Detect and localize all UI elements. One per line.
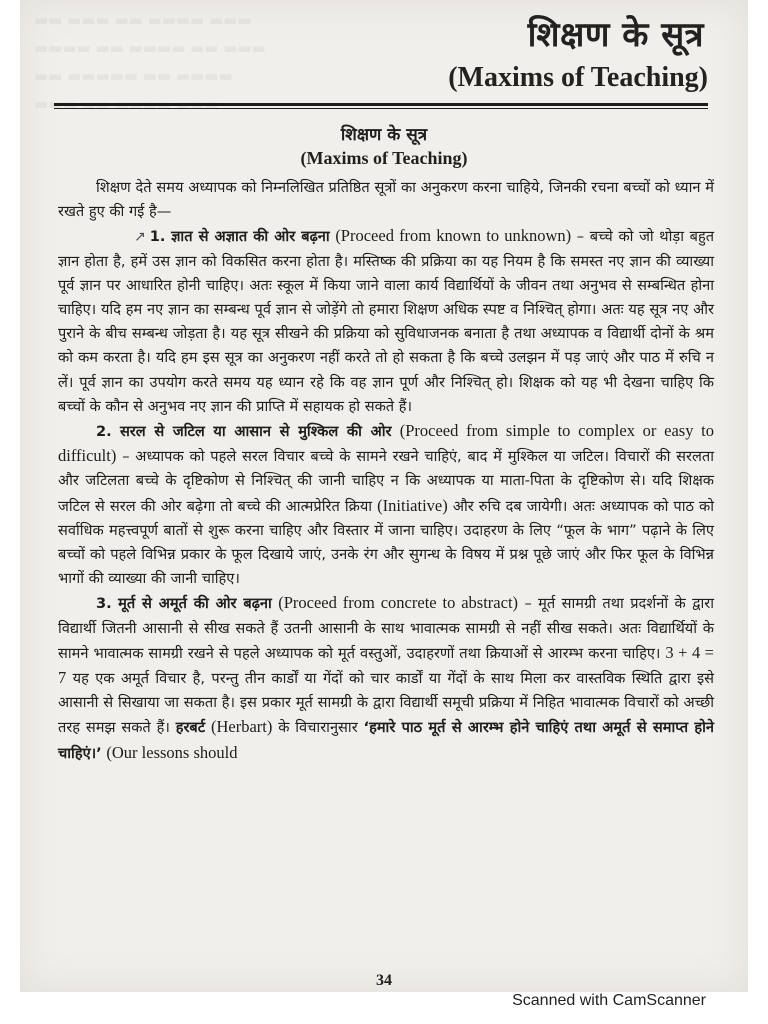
- maxim-1-number: 1.: [149, 228, 166, 246]
- maxim-2-number: 2.: [96, 423, 112, 441]
- maxim-1-paragraph: [58, 224, 714, 419]
- bleed-through-text: ▬▬ ▬▬▬ ▬▬ ▬▬▬▬ ▬▬▬ ▬▬▬▬ ▬▬ ▬▬▬▬ ▬▬ ▬▬▬ ▬▬ ▬▬▬▬▬ ▬▬ ▬▬▬▬ ▬▬▬ ▬▬ ▬▬▬▬ ▬▬▬: [34, 11, 266, 113]
- maxim-2-heading-english: (Proceed from simple to complex or easy to difficult): [58, 421, 714, 466]
- herbart-quote-hindi: ‘हमारे पाठ मूर्त से आरम्भ होने चाहिएं तथा अमूर्त से समाप्त होने चाहिएं।’: [58, 719, 714, 762]
- maxim-2-heading-hindi: सरल से जटिल या आसान से मुश्किल की ओर: [119, 423, 392, 441]
- maxim-2-term-english: (Initiative): [377, 495, 448, 515]
- maxim-3-equation: 3 + 4 = 7: [58, 642, 714, 688]
- section-title-english: (Maxims of Teaching): [300, 148, 468, 168]
- scanned-page: [20, 0, 748, 992]
- maxim-2-text-b: और रुचि दब जायेगी। अतः अध्यापक को पाठ को सर्वाधिक महत्त्वपूर्ण बातों से शुरू करना चाहिए और विस्तार में जाना चाहिए। उदाहरण के लिए “फूल के भाग” पढ़ाने के लिए बच्चों को पहले विभिन्न प्रकार के फूल दिखाये जाएं, उनके रंग और सुगन्ध के विषय में प्रश्न पूछे जाएं और फिर फूल के विभिन्न भागों की व्याख्या की जानी चाहिए।: [58, 497, 715, 588]
- maxim-2-paragraph: [58, 419, 714, 591]
- chapter-title-hindi: शिक्षण के सूत्र: [527, 15, 704, 55]
- maxim-1-text: – बच्चे को जो थोड़ा बहुत ज्ञान होता है, हमें उस ज्ञान को विकसित करना होता है। मस्तिष्क की प्रक्रिया का यह नियम है कि समस्त नए ज्ञान की व्याख्या पूर्व ज्ञान पर आधारित होनी चाहिए। अतः स्कूल में किया जाने वाला कार्य विद्यार्थियों के जीवन तथा अनुभव से सम्बन्धित होना चाहिए। यदि हम नए ज्ञान का सम्बन्ध पूर्व ज्ञान से जोड़ेंगे तो हमारा शिक्षण अधिक स्पष्ट व निश्चित् होगा। अतः यह सूत्र नए और पुराने के बीच सम्बन्ध जोड़ता है। यह सूत्र सीखने की प्रक्रिया को सुविधाजनक बनाता है तथा अध्यापक व विद्यार्थी दोनों के श्रम को कम करता है। यदि हम इस सूत्र का अनुकरण नहीं करते तो हो सकता है कि बच्चे उलझन में पड़ जाएं और पाठ में रुचि न लें। पूर्व ज्ञान का उपयोग करते समय यह ध्यान रहे कि वह ज्ञान पूर्ण और निश्चित् हो। शिक्षक को यह भी देखना चाहिए कि बच्चों के कौन से अनुभव नए ज्ञान की प्राप्ति में सहायक हो सकते हैं।: [58, 228, 715, 415]
- maxim-3-paragraph: [58, 591, 714, 765]
- maxim-1-heading-hindi: ज्ञात से अज्ञात की ओर बढ़ना: [171, 228, 330, 246]
- page-number: 34: [376, 972, 392, 989]
- maxim-3-heading-hindi: मूर्त से अमूर्त की ओर बढ़ना: [118, 595, 272, 613]
- maxim-3-text-a: – मूर्त सामग्री तथा प्रदर्शनों के द्वारा विद्यार्थी जितनी आसानी से सीख सकते हैं उतनी आसानी के साथ भावात्मक सामग्री से नहीं सीख सकते। अतः विद्यार्थियों के सामने भावात्मक सामग्री रखने से पहले अध्यापक को मूर्त वस्तुओं, उदाहरणों तथा क्रियाओं से आरम्भ करना चाहिए।: [58, 595, 715, 662]
- maxim-3-heading-english: (Proceed from concrete to abstract): [278, 593, 519, 613]
- pencil-mark-icon: ↗: [134, 229, 146, 246]
- camscanner-watermark: Scanned with CamScanner: [512, 992, 706, 1009]
- herbart-name-english: (Herbart): [210, 717, 273, 737]
- maxim-3-text-b: यह एक अमूर्त विचार है, परन्तु तीन कार्डों या गेंदों को चार कार्डों या गेंदों के साथ मिला कर वास्तविक स्थिति द्वारा इसे आसानी से सिखाया जा सकता है। इस प्रकार मूर्त सामग्री के द्वारा विद्यार्थी समूची प्रक्रिया में निहित भावात्मक विचारों को अच्छी तरह समझ सकते हैं।: [58, 670, 715, 737]
- herbart-quote-english: (Our lessons should: [106, 742, 238, 762]
- maxim-3-number: 3.: [96, 595, 112, 613]
- chapter-title-english: (Maxims of Teaching): [448, 62, 708, 93]
- header-rule-thin: [54, 108, 708, 109]
- herbart-name-hindi: हरबर्ट: [175, 719, 206, 737]
- page-body: [58, 176, 714, 766]
- header-rule-thick: [54, 103, 708, 106]
- intro-paragraph: शिक्षण देते समय अध्यापक को निम्नलिखित प्रतिष्ठित सूत्रों का अनुकरण करना चाहिये, जिनकी रचना बच्चों को ध्यान में रखते हुए की गई है—: [58, 179, 714, 221]
- maxim-2-text-a: – अध्यापक को पहले सरल विचार बच्चे के सामने रखने चाहिएं, बाद में मुश्किल या जटिल। विचारों की सरलता और जटिलता बच्चे के दृष्टिकोण से निश्चित् की जानी चाहिए न कि अध्यापक या माता-पिता के दृष्टिकोण से। यदि शिक्षक जटिल से सरल की ओर बढ़ेगा तो बच्चे की आत्मप्रेरित क्रिया: [58, 448, 714, 515]
- section-title-hindi: शिक्षण के सूत्र: [340, 125, 428, 145]
- maxim-3-text-c: के विचारानुसार: [278, 719, 358, 737]
- maxim-1-heading-english: (Proceed from known to unknown): [335, 226, 572, 246]
